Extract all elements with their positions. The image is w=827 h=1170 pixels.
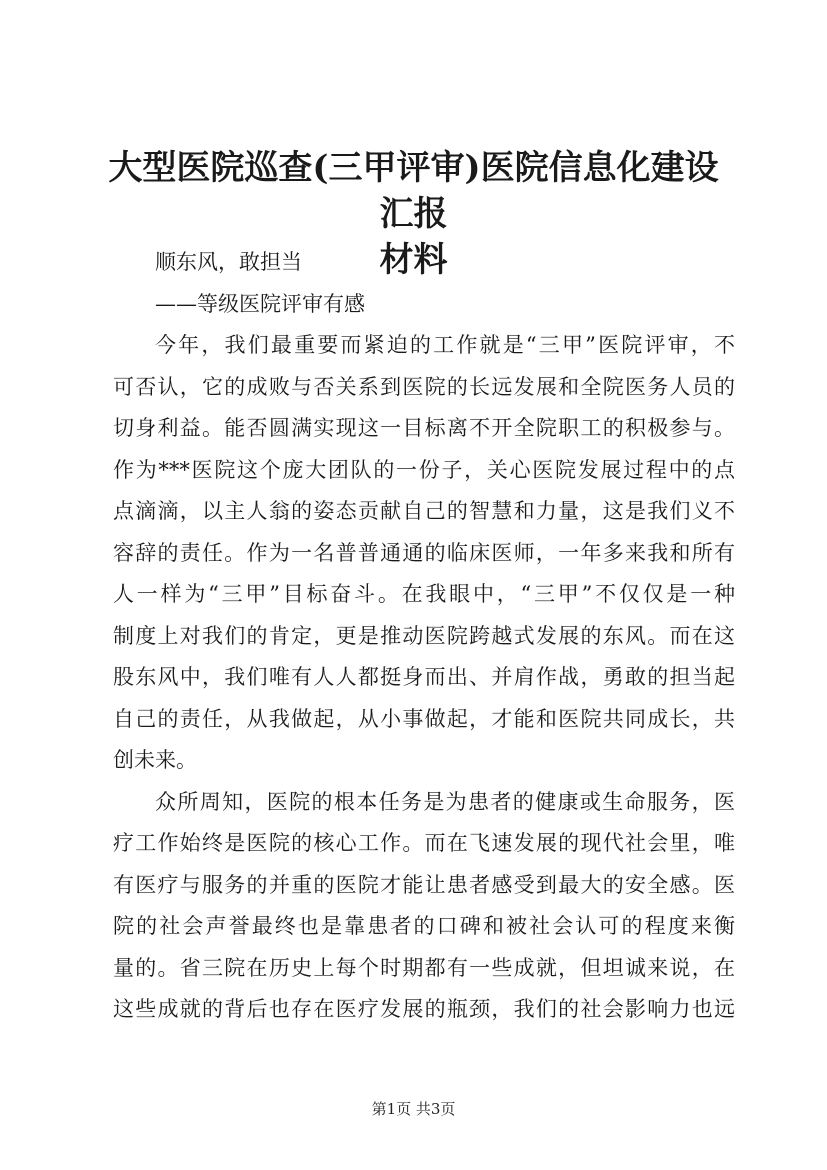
document-body	[113, 242, 735, 1031]
paragraph-line: 人一样为“三甲”目标奋斗。在我眼中，“三甲”不仅仅是一种	[113, 582, 735, 606]
paragraph-line: 今年，我们最重要而紧迫的工作就是“三甲”医院评审，不	[155, 333, 735, 357]
title-line-1: 大型医院巡查(三甲评审)医院信息化建设汇报	[108, 148, 719, 234]
paragraph-line: 量的。省三院在历史上每个时期都有一些成就，但坦诚来说，在	[113, 955, 735, 980]
paragraph-line: 容辞的责任。作为一名普普通通的临床医师，一年多来我和所有	[113, 540, 735, 565]
paragraph-line: 创未来。	[113, 748, 197, 772]
paragraph-line: 有医疗与服务的并重的医院才能让患者感受到最大的安全感。医	[113, 872, 735, 897]
paragraph-line: 股东风中，我们唯有人人都挺身而出、并肩作战，勇敢的担当起	[113, 665, 735, 689]
paragraph-line: 可否认，它的成败与否关系到医院的长远发展和全院医务人员的	[113, 374, 735, 399]
page-number-footer: 第1页 共3页	[371, 1100, 456, 1118]
subheading: ——等级医院评审有感	[155, 291, 365, 316]
paragraph-line: 点滴滴，以主人翁的姿态贡献自己的智慧和力量，这是我们义不	[113, 499, 735, 523]
paragraph-line: 自己的责任，从我做起，从小事做起，才能和医院共同成长，共	[113, 706, 735, 731]
paragraph-line: 作为***医院这个庞大团队的一份子，关心医院发展过程中的点	[113, 457, 735, 482]
paragraph-line: 这些成就的背后也存在医疗发展的瓶颈，我们的社会影响力也远	[113, 997, 735, 1021]
title-line-2: 材料	[379, 240, 448, 280]
paragraph-1	[113, 325, 735, 782]
paragraph-line: 制度上对我们的肯定，更是推动医院跨越式发展的东风。而在这	[113, 623, 735, 648]
paragraph-line: 疗工作始终是医院的核心工作。而在飞速发展的现代社会里，唯	[113, 831, 735, 855]
paragraph-line: 众所周知，医院的根本任务是为患者的健康或生命服务，医	[155, 789, 735, 814]
paragraph-2	[113, 782, 735, 1031]
paragraph-line: 院的社会声誉最终也是靠患者的口碑和被社会认可的程度来衡	[113, 914, 735, 938]
heading: 顺东风，敢担当	[155, 250, 302, 274]
paragraph-line: 切身利益。能否圆满实现这一目标离不开全院职工的积极参与。	[113, 416, 735, 440]
